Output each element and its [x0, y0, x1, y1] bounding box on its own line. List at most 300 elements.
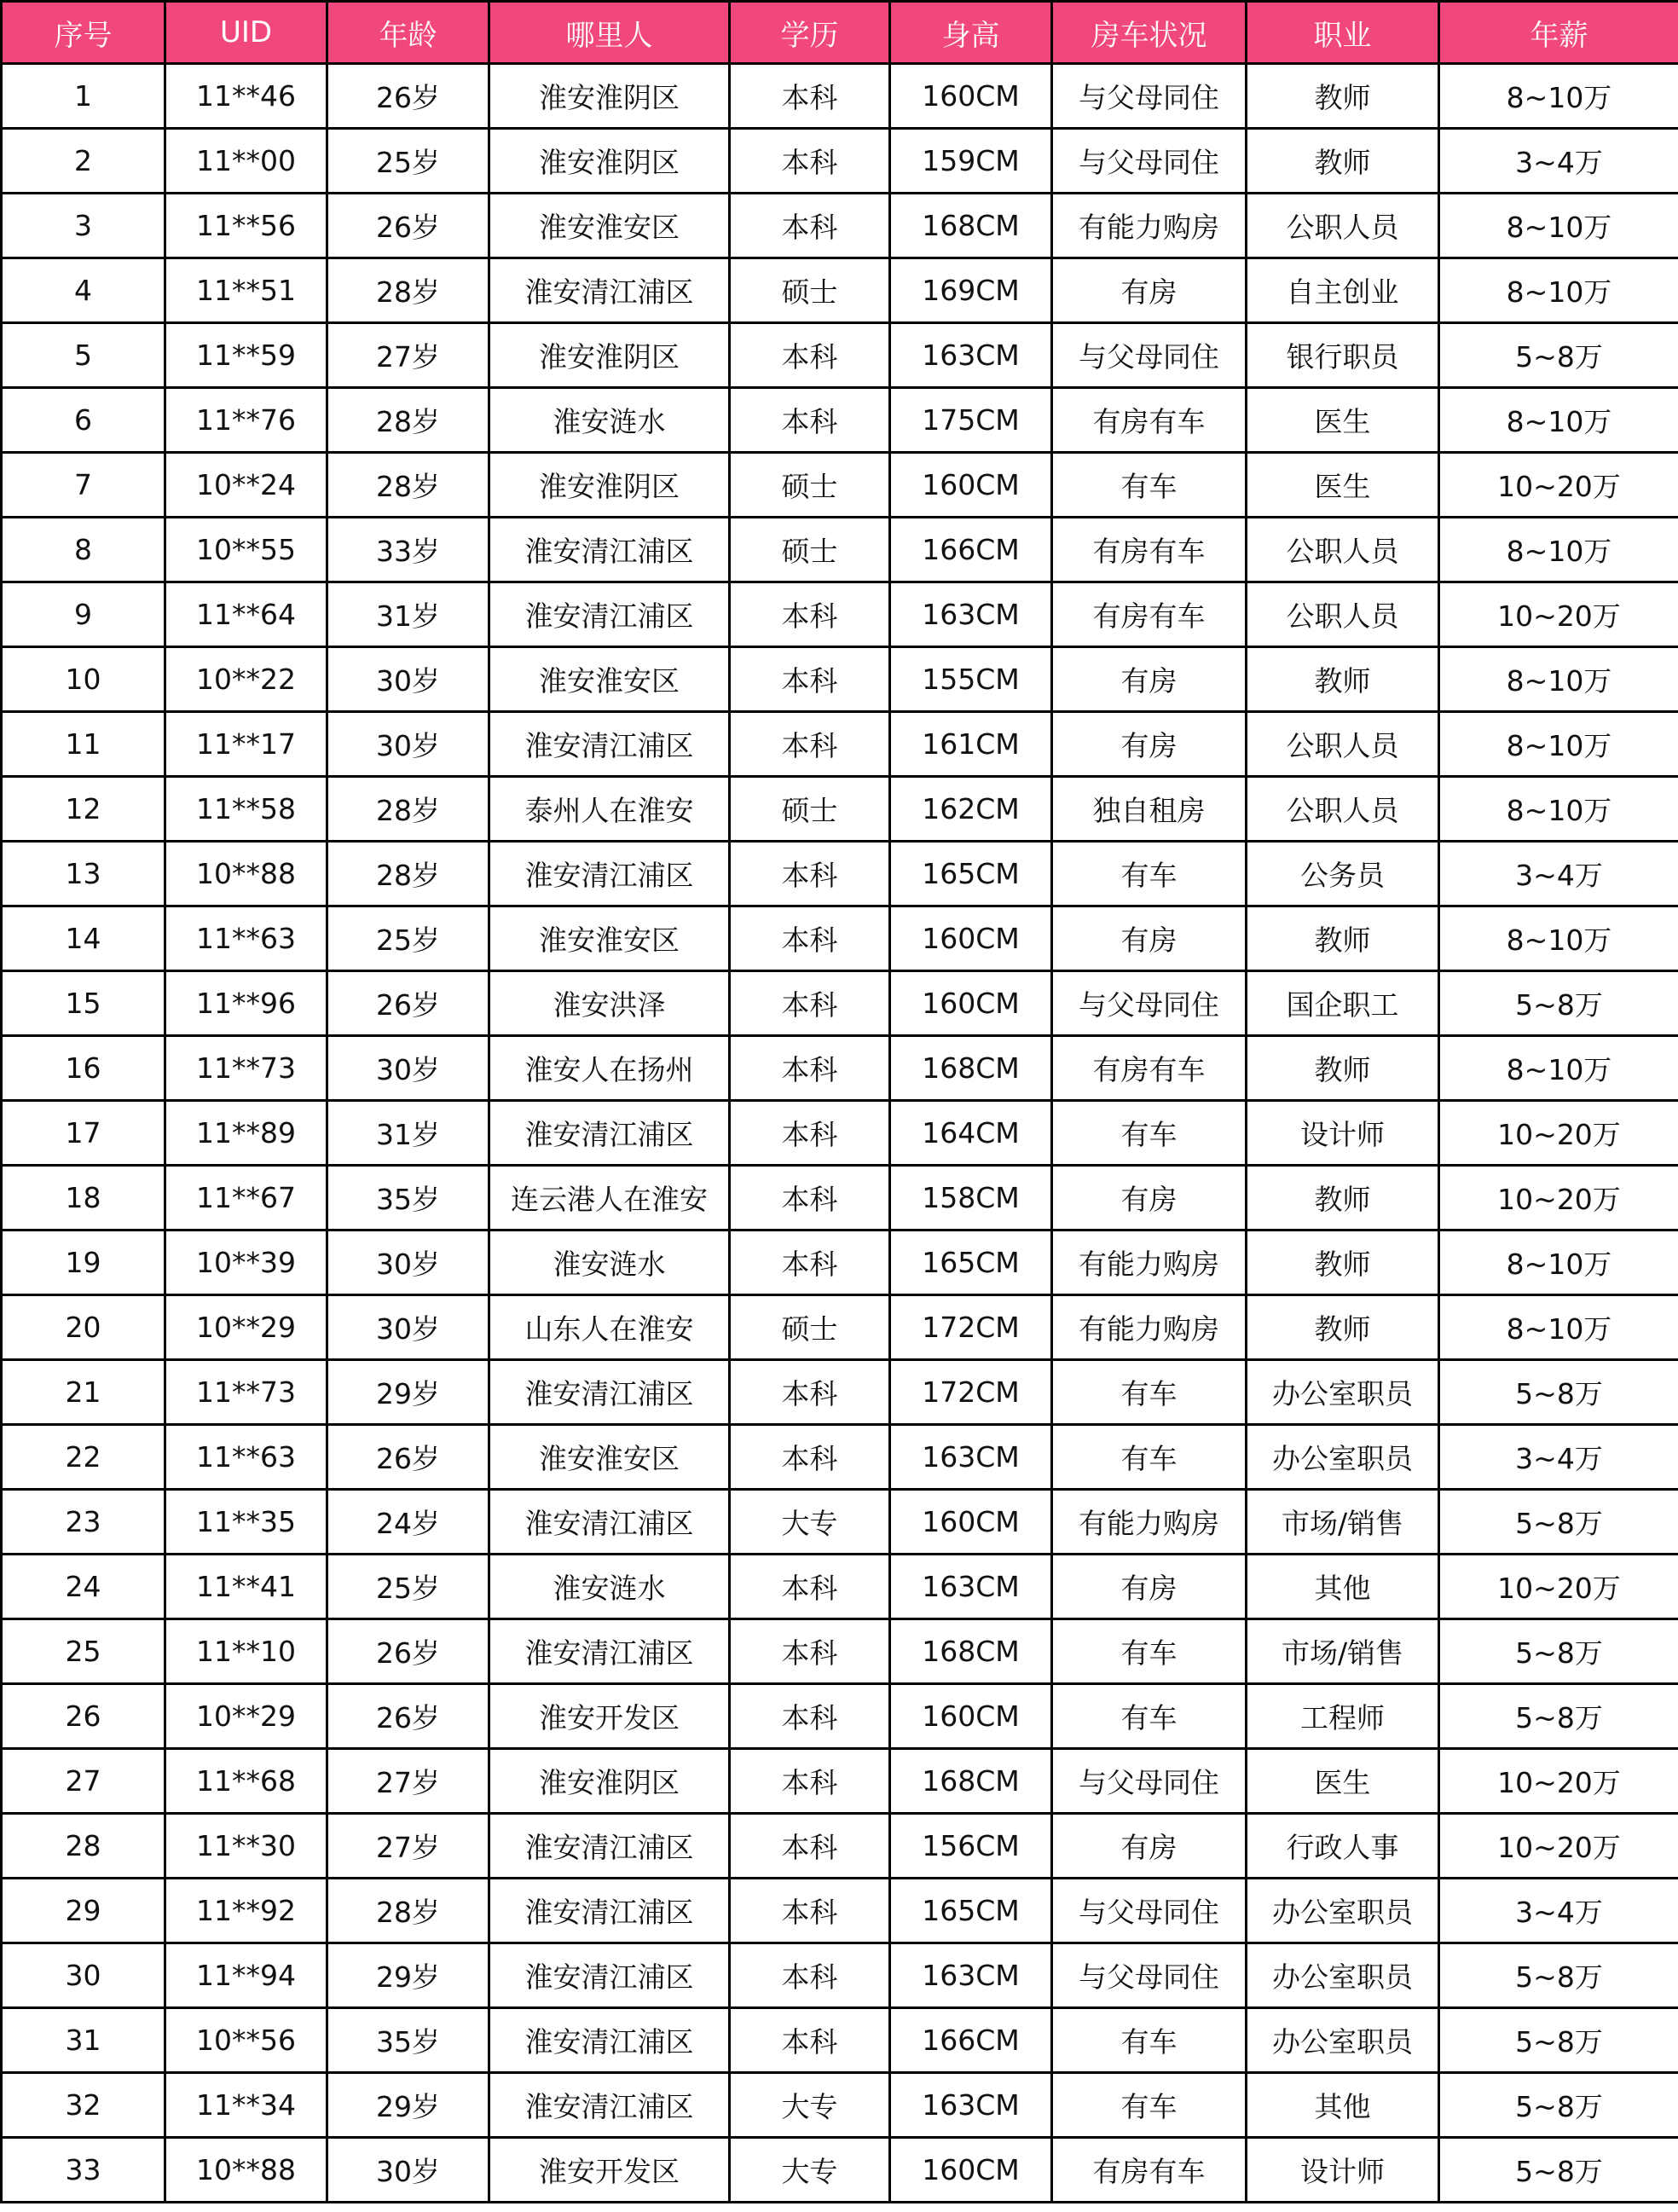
table-row — [2, 323, 1678, 388]
cell-height: 158CM — [890, 1166, 1052, 1230]
cell-age: 27岁 — [327, 1814, 489, 1879]
cell-housing-car: 有车 — [1052, 453, 1247, 518]
cell-housing-car: 与父母同住 — [1052, 1879, 1247, 1943]
table-row — [2, 777, 1678, 842]
cell-uid: 11**76 — [165, 388, 327, 453]
cell-occupation: 办公室职员 — [1247, 1943, 1439, 2008]
cell-hometown: 山东人在淮安 — [489, 1295, 730, 1360]
cell-occupation: 教师 — [1247, 647, 1439, 712]
cell-occupation: 其他 — [1247, 2073, 1439, 2138]
table-row — [2, 1295, 1678, 1360]
cell-occupation: 公职人员 — [1247, 712, 1439, 777]
cell-hometown: 淮安涟水 — [489, 1230, 730, 1295]
table-row — [2, 1619, 1678, 1684]
cell-salary: 10~20万 — [1439, 1101, 1678, 1166]
cell-salary: 10~20万 — [1439, 1555, 1678, 1619]
cell-index: 12 — [2, 777, 165, 842]
cell-housing-car: 有房 — [1052, 1555, 1247, 1619]
table-row — [2, 1036, 1678, 1101]
cell-uid: 10**88 — [165, 842, 327, 906]
header-age: 年龄 — [327, 2, 489, 64]
cell-occupation: 银行职员 — [1247, 323, 1439, 388]
table-row — [2, 1166, 1678, 1230]
table-row — [2, 518, 1678, 582]
cell-salary: 8~10万 — [1439, 906, 1678, 971]
cell-housing-car: 有能力购房 — [1052, 194, 1247, 258]
cell-uid: 11**59 — [165, 323, 327, 388]
cell-education: 本科 — [730, 1425, 890, 1490]
cell-education: 硕士 — [730, 518, 890, 582]
cell-occupation: 教师 — [1247, 1295, 1439, 1360]
cell-occupation: 国企职工 — [1247, 971, 1439, 1036]
cell-hometown: 淮安淮阴区 — [489, 1749, 730, 1814]
header-uid: UID — [165, 2, 327, 64]
cell-height: 160CM — [890, 64, 1052, 129]
cell-hometown: 淮安清江浦区 — [489, 2008, 730, 2073]
cell-height: 172CM — [890, 1360, 1052, 1425]
cell-hometown: 淮安清江浦区 — [489, 258, 730, 323]
cell-hometown: 淮安淮阴区 — [489, 453, 730, 518]
cell-housing-car: 与父母同住 — [1052, 1749, 1247, 1814]
cell-occupation: 医生 — [1247, 453, 1439, 518]
cell-index: 19 — [2, 1230, 165, 1295]
cell-index: 25 — [2, 1619, 165, 1684]
cell-uid: 11**10 — [165, 1619, 327, 1684]
header-education: 学历 — [730, 2, 890, 64]
cell-occupation: 市场/销售 — [1247, 1490, 1439, 1555]
cell-occupation: 其他 — [1247, 1555, 1439, 1619]
cell-salary: 5~8万 — [1439, 1490, 1678, 1555]
cell-housing-car: 有车 — [1052, 1360, 1247, 1425]
table-row — [2, 129, 1678, 194]
cell-housing-car: 有车 — [1052, 1619, 1247, 1684]
cell-height: 164CM — [890, 1101, 1052, 1166]
cell-salary: 8~10万 — [1439, 64, 1678, 129]
cell-height: 165CM — [890, 1879, 1052, 1943]
cell-occupation: 行政人事 — [1247, 1814, 1439, 1879]
cell-education: 本科 — [730, 1555, 890, 1619]
cell-salary: 5~8万 — [1439, 971, 1678, 1036]
cell-occupation: 教师 — [1247, 1230, 1439, 1295]
cell-salary: 3~4万 — [1439, 1425, 1678, 1490]
cell-salary: 8~10万 — [1439, 1036, 1678, 1101]
cell-salary: 5~8万 — [1439, 323, 1678, 388]
cell-salary: 10~20万 — [1439, 582, 1678, 647]
cell-age: 30岁 — [327, 712, 489, 777]
cell-age: 28岁 — [327, 388, 489, 453]
cell-education: 硕士 — [730, 258, 890, 323]
cell-age: 30岁 — [327, 647, 489, 712]
cell-age: 24岁 — [327, 1490, 489, 1555]
cell-hometown: 淮安淮安区 — [489, 1425, 730, 1490]
cell-index: 27 — [2, 1749, 165, 1814]
table-row — [2, 64, 1678, 129]
cell-occupation: 医生 — [1247, 388, 1439, 453]
cell-occupation: 办公室职员 — [1247, 1425, 1439, 1490]
cell-education: 大专 — [730, 2138, 890, 2203]
cell-height: 163CM — [890, 2073, 1052, 2138]
cell-hometown: 淮安淮安区 — [489, 906, 730, 971]
cell-index: 17 — [2, 1101, 165, 1166]
table-row — [2, 906, 1678, 971]
cell-housing-car: 与父母同住 — [1052, 1943, 1247, 2008]
table-row — [2, 2008, 1678, 2073]
cell-housing-car: 有车 — [1052, 1101, 1247, 1166]
cell-occupation: 办公室职员 — [1247, 1360, 1439, 1425]
cell-education: 本科 — [730, 1943, 890, 2008]
cell-housing-car: 有车 — [1052, 1425, 1247, 1490]
cell-height: 165CM — [890, 1230, 1052, 1295]
cell-housing-car: 有能力购房 — [1052, 1230, 1247, 1295]
cell-age: 26岁 — [327, 64, 489, 129]
cell-uid: 11**51 — [165, 258, 327, 323]
cell-index: 1 — [2, 64, 165, 129]
cell-salary: 5~8万 — [1439, 2073, 1678, 2138]
cell-uid: 11**17 — [165, 712, 327, 777]
table-row — [2, 647, 1678, 712]
cell-age: 25岁 — [327, 129, 489, 194]
cell-salary: 8~10万 — [1439, 1230, 1678, 1295]
cell-housing-car: 独自租房 — [1052, 777, 1247, 842]
table-row — [2, 1814, 1678, 1879]
cell-height: 172CM — [890, 1295, 1052, 1360]
cell-age: 33岁 — [327, 518, 489, 582]
cell-occupation: 公职人员 — [1247, 194, 1439, 258]
cell-salary: 3~4万 — [1439, 129, 1678, 194]
cell-salary: 8~10万 — [1439, 388, 1678, 453]
cell-index: 15 — [2, 971, 165, 1036]
cell-occupation: 市场/销售 — [1247, 1619, 1439, 1684]
cell-housing-car: 与父母同住 — [1052, 971, 1247, 1036]
cell-occupation: 公职人员 — [1247, 582, 1439, 647]
cell-index: 30 — [2, 1943, 165, 2008]
cell-uid: 11**46 — [165, 64, 327, 129]
table-row — [2, 258, 1678, 323]
cell-index: 32 — [2, 2073, 165, 2138]
cell-education: 本科 — [730, 712, 890, 777]
cell-age: 31岁 — [327, 582, 489, 647]
cell-education: 本科 — [730, 1684, 890, 1749]
cell-occupation: 公职人员 — [1247, 518, 1439, 582]
cell-hometown: 淮安清江浦区 — [489, 1879, 730, 1943]
cell-education: 本科 — [730, 1230, 890, 1295]
cell-salary: 5~8万 — [1439, 1360, 1678, 1425]
cell-height: 160CM — [890, 1490, 1052, 1555]
cell-housing-car: 有房 — [1052, 906, 1247, 971]
cell-uid: 11**63 — [165, 1425, 327, 1490]
table-row — [2, 1749, 1678, 1814]
cell-occupation: 办公室职员 — [1247, 2008, 1439, 2073]
cell-occupation: 自主创业 — [1247, 258, 1439, 323]
cell-uid: 10**22 — [165, 647, 327, 712]
cell-occupation: 教师 — [1247, 906, 1439, 971]
cell-salary: 8~10万 — [1439, 518, 1678, 582]
table-row — [2, 1555, 1678, 1619]
cell-housing-car: 有车 — [1052, 2008, 1247, 2073]
cell-education: 本科 — [730, 1619, 890, 1684]
cell-age: 28岁 — [327, 453, 489, 518]
cell-age: 35岁 — [327, 2008, 489, 2073]
cell-education: 本科 — [730, 1749, 890, 1814]
cell-salary: 3~4万 — [1439, 1879, 1678, 1943]
cell-age: 29岁 — [327, 2073, 489, 2138]
cell-education: 本科 — [730, 906, 890, 971]
cell-uid: 11**67 — [165, 1166, 327, 1230]
cell-index: 4 — [2, 258, 165, 323]
cell-education: 本科 — [730, 2008, 890, 2073]
header-salary: 年薪 — [1439, 2, 1678, 64]
cell-education: 硕士 — [730, 453, 890, 518]
cell-salary: 8~10万 — [1439, 777, 1678, 842]
cell-age: 26岁 — [327, 194, 489, 258]
table-row — [2, 2073, 1678, 2138]
cell-housing-car: 与父母同住 — [1052, 323, 1247, 388]
cell-salary: 10~20万 — [1439, 1814, 1678, 1879]
cell-uid: 11**73 — [165, 1360, 327, 1425]
cell-housing-car: 有房有车 — [1052, 388, 1247, 453]
table-row — [2, 712, 1678, 777]
cell-age: 29岁 — [327, 1943, 489, 2008]
header-height: 身高 — [890, 2, 1052, 64]
cell-uid: 11**63 — [165, 906, 327, 971]
cell-occupation: 工程师 — [1247, 1684, 1439, 1749]
table-row — [2, 842, 1678, 906]
cell-age: 26岁 — [327, 1425, 489, 1490]
cell-index: 33 — [2, 2138, 165, 2203]
cell-hometown: 淮安涟水 — [489, 388, 730, 453]
cell-index: 26 — [2, 1684, 165, 1749]
cell-hometown: 淮安人在扬州 — [489, 1036, 730, 1101]
cell-index: 22 — [2, 1425, 165, 1490]
header-index: 序号 — [2, 2, 165, 64]
cell-housing-car: 有房 — [1052, 1166, 1247, 1230]
cell-hometown: 淮安清江浦区 — [489, 1943, 730, 2008]
cell-height: 166CM — [890, 518, 1052, 582]
cell-uid: 11**30 — [165, 1814, 327, 1879]
cell-hometown: 淮安洪泽 — [489, 971, 730, 1036]
cell-index: 7 — [2, 453, 165, 518]
table-row — [2, 1101, 1678, 1166]
cell-housing-car: 有房 — [1052, 1814, 1247, 1879]
cell-index: 18 — [2, 1166, 165, 1230]
cell-hometown: 淮安开发区 — [489, 1684, 730, 1749]
cell-hometown: 淮安涟水 — [489, 1555, 730, 1619]
cell-hometown: 淮安淮安区 — [489, 647, 730, 712]
table-row — [2, 1425, 1678, 1490]
cell-uid: 10**29 — [165, 1684, 327, 1749]
cell-height: 160CM — [890, 453, 1052, 518]
cell-hometown: 淮安淮阴区 — [489, 129, 730, 194]
cell-salary: 8~10万 — [1439, 712, 1678, 777]
cell-salary: 8~10万 — [1439, 194, 1678, 258]
cell-uid: 10**55 — [165, 518, 327, 582]
cell-height: 160CM — [890, 2138, 1052, 2203]
table-row — [2, 1490, 1678, 1555]
cell-education: 本科 — [730, 388, 890, 453]
cell-hometown: 泰州人在淮安 — [489, 777, 730, 842]
cell-occupation: 医生 — [1247, 1749, 1439, 1814]
header-occupation: 职业 — [1247, 2, 1439, 64]
cell-index: 9 — [2, 582, 165, 647]
cell-age: 25岁 — [327, 1555, 489, 1619]
cell-housing-car: 有能力购房 — [1052, 1490, 1247, 1555]
cell-age: 26岁 — [327, 1684, 489, 1749]
cell-index: 21 — [2, 1360, 165, 1425]
cell-height: 166CM — [890, 2008, 1052, 2073]
cell-index: 20 — [2, 1295, 165, 1360]
cell-education: 本科 — [730, 1101, 890, 1166]
cell-height: 168CM — [890, 1619, 1052, 1684]
cell-index: 3 — [2, 194, 165, 258]
cell-height: 160CM — [890, 971, 1052, 1036]
table-row — [2, 1360, 1678, 1425]
cell-hometown: 淮安清江浦区 — [489, 842, 730, 906]
cell-hometown: 淮安淮阴区 — [489, 64, 730, 129]
cell-uid: 11**58 — [165, 777, 327, 842]
table-row — [2, 971, 1678, 1036]
cell-education: 硕士 — [730, 1295, 890, 1360]
cell-hometown: 淮安开发区 — [489, 2138, 730, 2203]
cell-height: 175CM — [890, 388, 1052, 453]
cell-housing-car: 与父母同住 — [1052, 129, 1247, 194]
table-row — [2, 1943, 1678, 2008]
table-row — [2, 453, 1678, 518]
cell-age: 30岁 — [327, 2138, 489, 2203]
cell-index: 2 — [2, 129, 165, 194]
cell-education: 大专 — [730, 2073, 890, 2138]
cell-housing-car: 有房有车 — [1052, 518, 1247, 582]
cell-education: 硕士 — [730, 777, 890, 842]
cell-uid: 10**29 — [165, 1295, 327, 1360]
cell-age: 28岁 — [327, 842, 489, 906]
cell-education: 本科 — [730, 1814, 890, 1879]
cell-index: 14 — [2, 906, 165, 971]
cell-index: 8 — [2, 518, 165, 582]
table-row — [2, 1684, 1678, 1749]
cell-uid: 11**89 — [165, 1101, 327, 1166]
table-body — [2, 64, 1678, 2203]
cell-housing-car: 有房 — [1052, 712, 1247, 777]
cell-education: 本科 — [730, 1166, 890, 1230]
cell-uid: 10**56 — [165, 2008, 327, 2073]
cell-occupation: 教师 — [1247, 129, 1439, 194]
cell-index: 31 — [2, 2008, 165, 2073]
cell-education: 本科 — [730, 194, 890, 258]
cell-age: 30岁 — [327, 1036, 489, 1101]
cell-hometown: 淮安清江浦区 — [489, 712, 730, 777]
cell-height: 165CM — [890, 842, 1052, 906]
cell-height: 168CM — [890, 1749, 1052, 1814]
cell-hometown: 淮安清江浦区 — [489, 2073, 730, 2138]
cell-height: 163CM — [890, 1943, 1052, 2008]
cell-uid: 10**88 — [165, 2138, 327, 2203]
cell-salary: 5~8万 — [1439, 2008, 1678, 2073]
cell-education: 本科 — [730, 1036, 890, 1101]
table-row — [2, 194, 1678, 258]
cell-salary: 5~8万 — [1439, 1943, 1678, 2008]
cell-index: 29 — [2, 1879, 165, 1943]
cell-height: 163CM — [890, 323, 1052, 388]
cell-height: 160CM — [890, 1684, 1052, 1749]
cell-salary: 10~20万 — [1439, 1166, 1678, 1230]
cell-education: 本科 — [730, 323, 890, 388]
cell-housing-car: 有房有车 — [1052, 582, 1247, 647]
cell-index: 13 — [2, 842, 165, 906]
cell-age: 27岁 — [327, 1749, 489, 1814]
cell-education: 本科 — [730, 582, 890, 647]
cell-occupation: 教师 — [1247, 64, 1439, 129]
cell-housing-car: 与父母同住 — [1052, 64, 1247, 129]
cell-age: 29岁 — [327, 1360, 489, 1425]
cell-hometown: 淮安清江浦区 — [489, 1490, 730, 1555]
cell-occupation: 教师 — [1247, 1166, 1439, 1230]
cell-housing-car: 有车 — [1052, 1684, 1247, 1749]
cell-education: 本科 — [730, 1360, 890, 1425]
cell-hometown: 淮安清江浦区 — [489, 1619, 730, 1684]
cell-uid: 11**96 — [165, 971, 327, 1036]
table-row — [2, 1230, 1678, 1295]
cell-height: 159CM — [890, 129, 1052, 194]
cell-education: 大专 — [730, 1490, 890, 1555]
cell-occupation: 设计师 — [1247, 1101, 1439, 1166]
cell-occupation: 教师 — [1247, 1036, 1439, 1101]
cell-education: 本科 — [730, 1879, 890, 1943]
cell-occupation: 公职人员 — [1247, 777, 1439, 842]
cell-age: 26岁 — [327, 971, 489, 1036]
cell-housing-car: 有能力购房 — [1052, 1295, 1247, 1360]
cell-salary: 8~10万 — [1439, 258, 1678, 323]
cell-height: 161CM — [890, 712, 1052, 777]
cell-hometown: 连云港人在淮安 — [489, 1166, 730, 1230]
cell-occupation: 设计师 — [1247, 2138, 1439, 2203]
cell-salary: 5~8万 — [1439, 2138, 1678, 2203]
cell-height: 160CM — [890, 906, 1052, 971]
cell-uid: 11**68 — [165, 1749, 327, 1814]
cell-age: 28岁 — [327, 1879, 489, 1943]
cell-age: 28岁 — [327, 258, 489, 323]
cell-age: 28岁 — [327, 777, 489, 842]
cell-occupation: 公务员 — [1247, 842, 1439, 906]
table-row — [2, 1879, 1678, 1943]
cell-height: 156CM — [890, 1814, 1052, 1879]
cell-height: 168CM — [890, 1036, 1052, 1101]
cell-age: 31岁 — [327, 1101, 489, 1166]
cell-housing-car: 有房有车 — [1052, 1036, 1247, 1101]
cell-housing-car: 有车 — [1052, 842, 1247, 906]
cell-hometown: 淮安清江浦区 — [489, 518, 730, 582]
cell-age: 26岁 — [327, 1619, 489, 1684]
cell-uid: 11**92 — [165, 1879, 327, 1943]
cell-height: 169CM — [890, 258, 1052, 323]
cell-index: 5 — [2, 323, 165, 388]
cell-height: 155CM — [890, 647, 1052, 712]
cell-uid: 11**41 — [165, 1555, 327, 1619]
cell-uid: 11**35 — [165, 1490, 327, 1555]
cell-hometown: 淮安淮安区 — [489, 194, 730, 258]
cell-age: 27岁 — [327, 323, 489, 388]
cell-height: 162CM — [890, 777, 1052, 842]
cell-uid: 11**94 — [165, 1943, 327, 2008]
cell-height: 163CM — [890, 1425, 1052, 1490]
cell-hometown: 淮安清江浦区 — [489, 1814, 730, 1879]
cell-housing-car: 有房有车 — [1052, 2138, 1247, 2203]
cell-salary: 3~4万 — [1439, 842, 1678, 906]
cell-index: 10 — [2, 647, 165, 712]
cell-salary: 10~20万 — [1439, 453, 1678, 518]
cell-salary: 8~10万 — [1439, 647, 1678, 712]
cell-index: 23 — [2, 1490, 165, 1555]
cell-height: 163CM — [890, 1555, 1052, 1619]
